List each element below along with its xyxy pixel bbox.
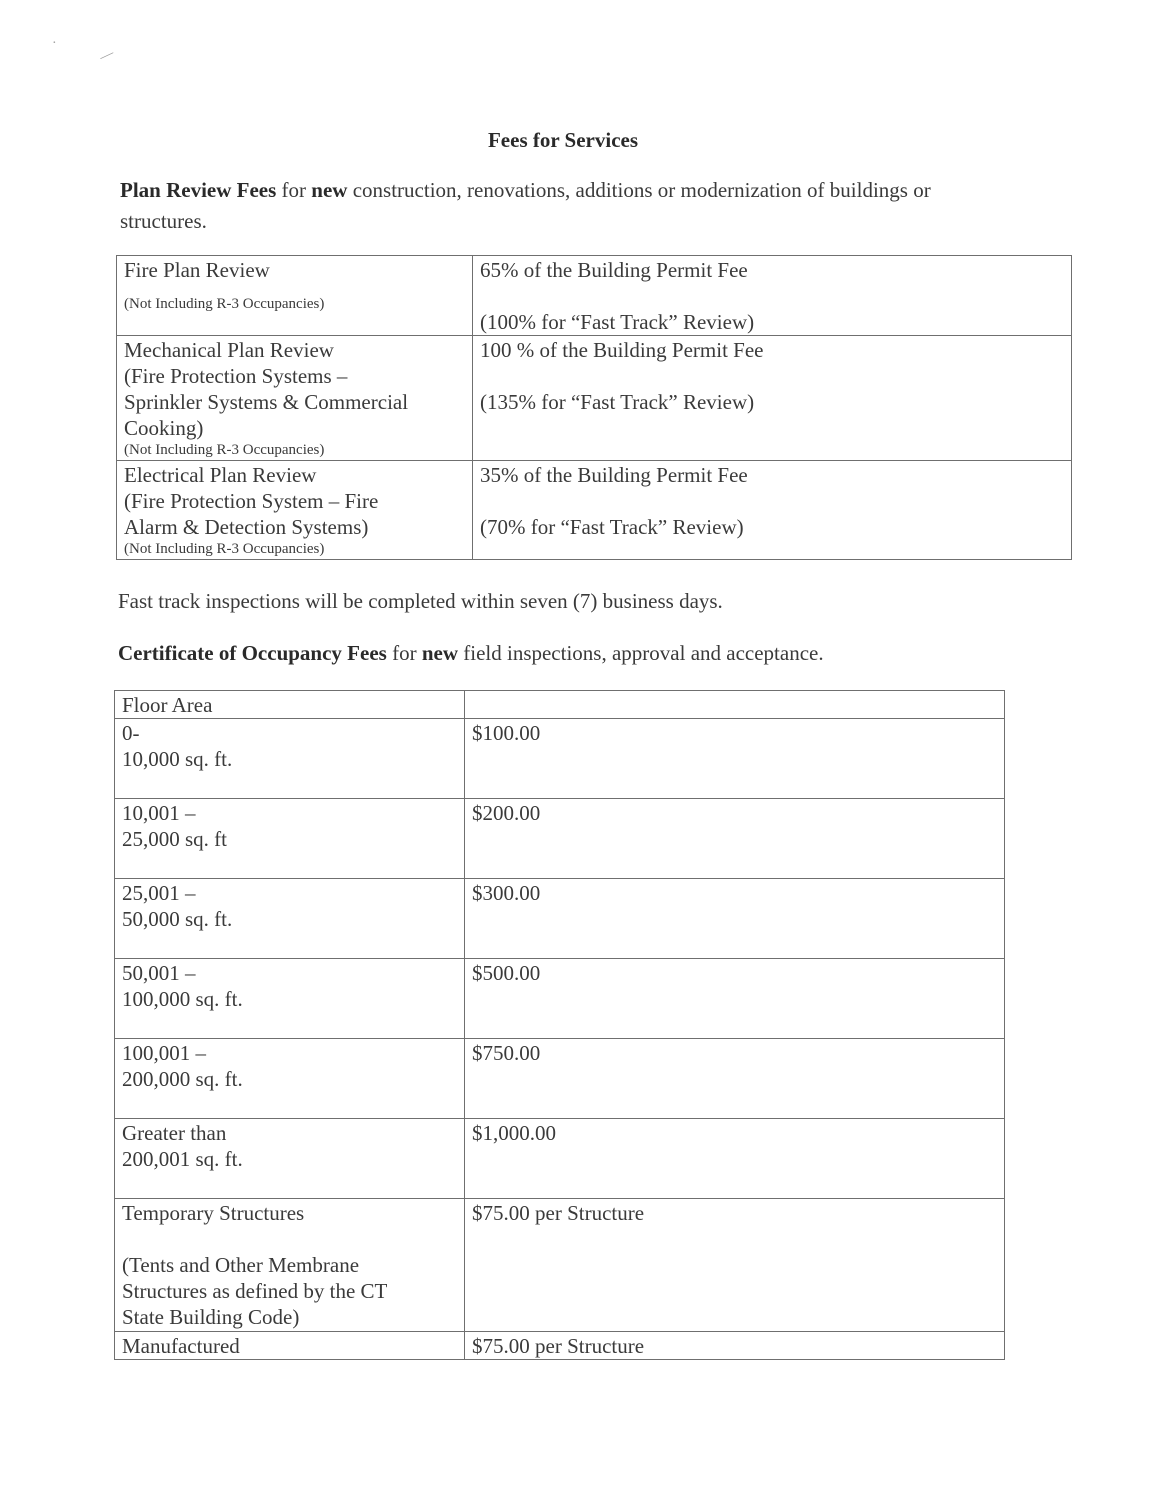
table-row [115, 879, 1005, 959]
fee-cell: $300.00 [465, 879, 1005, 959]
floor-area-cell: 100,001 – 200,000 sq. ft. [115, 1039, 465, 1119]
fee-cell: $75.00 per Structure [465, 1332, 1005, 1360]
co-intro: Certificate of Occupancy Fees for new field inspections, approval and acceptance. [118, 641, 824, 665]
table-row [117, 336, 1072, 461]
table-row [115, 959, 1005, 1039]
fee-cell: $750.00 [465, 1039, 1005, 1119]
fee-cell: $200.00 [465, 799, 1005, 879]
floor-area-cell: 50,001 – 100,000 sq. ft. [115, 959, 465, 1039]
table-row [115, 1119, 1005, 1199]
co-fees-table [114, 690, 1005, 1360]
plan-review-table [116, 255, 1072, 560]
scan-artifact: · [52, 36, 57, 51]
table-row [115, 799, 1005, 879]
floor-area-cell: 0- 10,000 sq. ft. [115, 719, 465, 799]
page-title: Fees for Services [487, 128, 639, 152]
floor-area-cell: Temporary Structures (Tents and Other Membrane Structures as defined by the CT State Building Code) [115, 1199, 465, 1332]
floor-area-cell: 10,001 – 25,000 sq. ft [115, 799, 465, 879]
fast-track-note: Fast track inspections will be completed within seven (7) business days. [118, 589, 723, 613]
table-row [115, 1332, 1005, 1360]
review-type-cell: Mechanical Plan Review (Fire Protection Systems – Sprinkler Systems & Commercial Cooking) (Not Including R-3 Occupancies) [117, 336, 473, 461]
scan-artifact: — [97, 45, 117, 66]
fee-cell: $75.00 per Structure [465, 1199, 1005, 1332]
fee-cell: $1,000.00 [465, 1119, 1005, 1199]
floor-area-cell: Greater than 200,001 sq. ft. [115, 1119, 465, 1199]
table-row [117, 461, 1072, 560]
fee-cell: 100 % of the Building Permit Fee (135% for “Fast Track” Review) [473, 336, 1072, 461]
table-header-row [115, 691, 1005, 719]
fee-header [465, 691, 1005, 719]
plan-review-intro: Plan Review Fees for new construction, renovations, additions or modernization of buildings or structures. [120, 178, 931, 233]
table-row [115, 719, 1005, 799]
review-type-cell: Fire Plan Review (Not Including R-3 Occupancies) [117, 256, 473, 336]
floor-area-header: Floor Area [115, 691, 465, 719]
table-row [115, 1039, 1005, 1119]
review-type-cell: Electrical Plan Review (Fire Protection System – Fire Alarm & Detection Systems) (Not Including R-3 Occupancies) [117, 461, 473, 560]
floor-area-cell: Manufactured [115, 1332, 465, 1360]
fee-cell: $500.00 [465, 959, 1005, 1039]
fee-cell: 65% of the Building Permit Fee (100% for “Fast Track” Review) [473, 256, 1072, 336]
fee-cell: 35% of the Building Permit Fee (70% for “Fast Track” Review) [473, 461, 1072, 560]
table-row [115, 1199, 1005, 1332]
fee-cell: $100.00 [465, 719, 1005, 799]
floor-area-cell: 25,001 – 50,000 sq. ft. [115, 879, 465, 959]
table-row [117, 256, 1072, 336]
